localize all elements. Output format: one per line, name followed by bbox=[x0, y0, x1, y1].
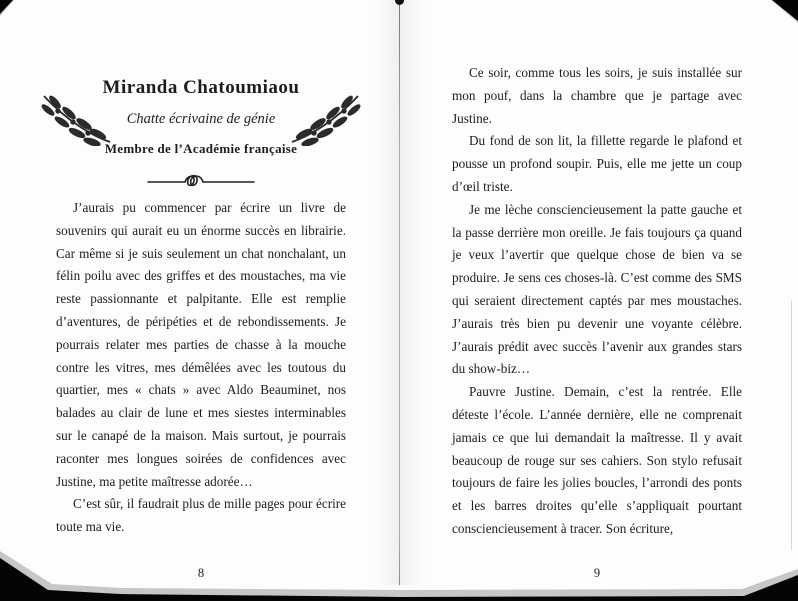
page-gutter-line bbox=[399, 0, 400, 585]
yarn-squiggle-divider-icon bbox=[56, 172, 346, 190]
page-number-left: 8 bbox=[197, 566, 205, 580]
page-edge-line bbox=[791, 300, 792, 550]
olive-branch-left-icon bbox=[40, 90, 114, 154]
body-paragraph: Je me lèche consciencieusement la patte gauche et la passe derrière mon oreille. Je fais toujours ça quand je veux l’avertir que quelque chose de bien va se produire. Je sens ces choses-là. C’est comme des SMS qui seraient directement captés par mes moustaches. J’aurais très bien pu devenir une voyante célèbre. J’aurais prédit avec succès l’avenir aux grandes stars du show-biz… bbox=[452, 201, 742, 377]
chapter-affiliation: Membre de l’Académie française bbox=[104, 141, 298, 156]
page-left bbox=[56, 66, 346, 539]
page-number-right: 9 bbox=[593, 566, 601, 580]
chapter-heading bbox=[56, 76, 346, 157]
gutter-shadow bbox=[372, 0, 428, 585]
olive-branch-right-icon bbox=[288, 90, 362, 154]
body-paragraph: Ce soir, comme tous les soirs, je suis installée sur mon pouf, dans la chambre que je partage avec Justine. bbox=[452, 65, 742, 126]
body-paragraph: C’est sûr, il faudrait plus de mille pages pour écrire toute ma vie. bbox=[56, 496, 346, 535]
chapter-subtitle: Chatte écrivaine de génie bbox=[126, 111, 276, 127]
body-paragraph: Pauvre Justine. Demain, c’est la rentrée. Elle déteste l’école. L’année dernière, elle ne comprenait jamais ce que lui demandait la maîtresse. Il y avait beaucoup de rouge sur ses cahiers. Son stylo refusait toujours de faire les jolies boucles, l’arrondi des ponts et les barres droites qu’elle s’appliquait pourtant consciencieusement à tracer. Son écriture, bbox=[452, 384, 742, 536]
body-paragraph: Du fond de son lit, la fillette regarde le plafond et pousse un profond soupir. Puis, elle me jette un coup d’œil triste. bbox=[452, 133, 742, 194]
body-paragraph: J’aurais pu commencer par écrire un livre de souvenirs qui aurait eu un énorme succès en librairie. Car même si je suis seulement un chat nonchalant, un félin poilu avec des griffes et des moustaches, ma vie reste passionnante et palpitante. Elle est remplie d’aventures, de péripéties et de rebondissements. Je pourrais relater mes parties de chasse à la mouche contre les vitres, mes démêlées avec les toutous du quartier, mes « chats » avec Aldo Beauminet, nos balades au clair de lune et mes siestes interminables sur le canapé de la maison. Mais surtout, je pourrais raconter mes longues soirées de confidences avec Justine, ma petite maîtresse adorée… bbox=[56, 200, 346, 489]
chapter-title: Miranda Chatoumiaou bbox=[102, 77, 300, 98]
page-right bbox=[452, 62, 742, 541]
